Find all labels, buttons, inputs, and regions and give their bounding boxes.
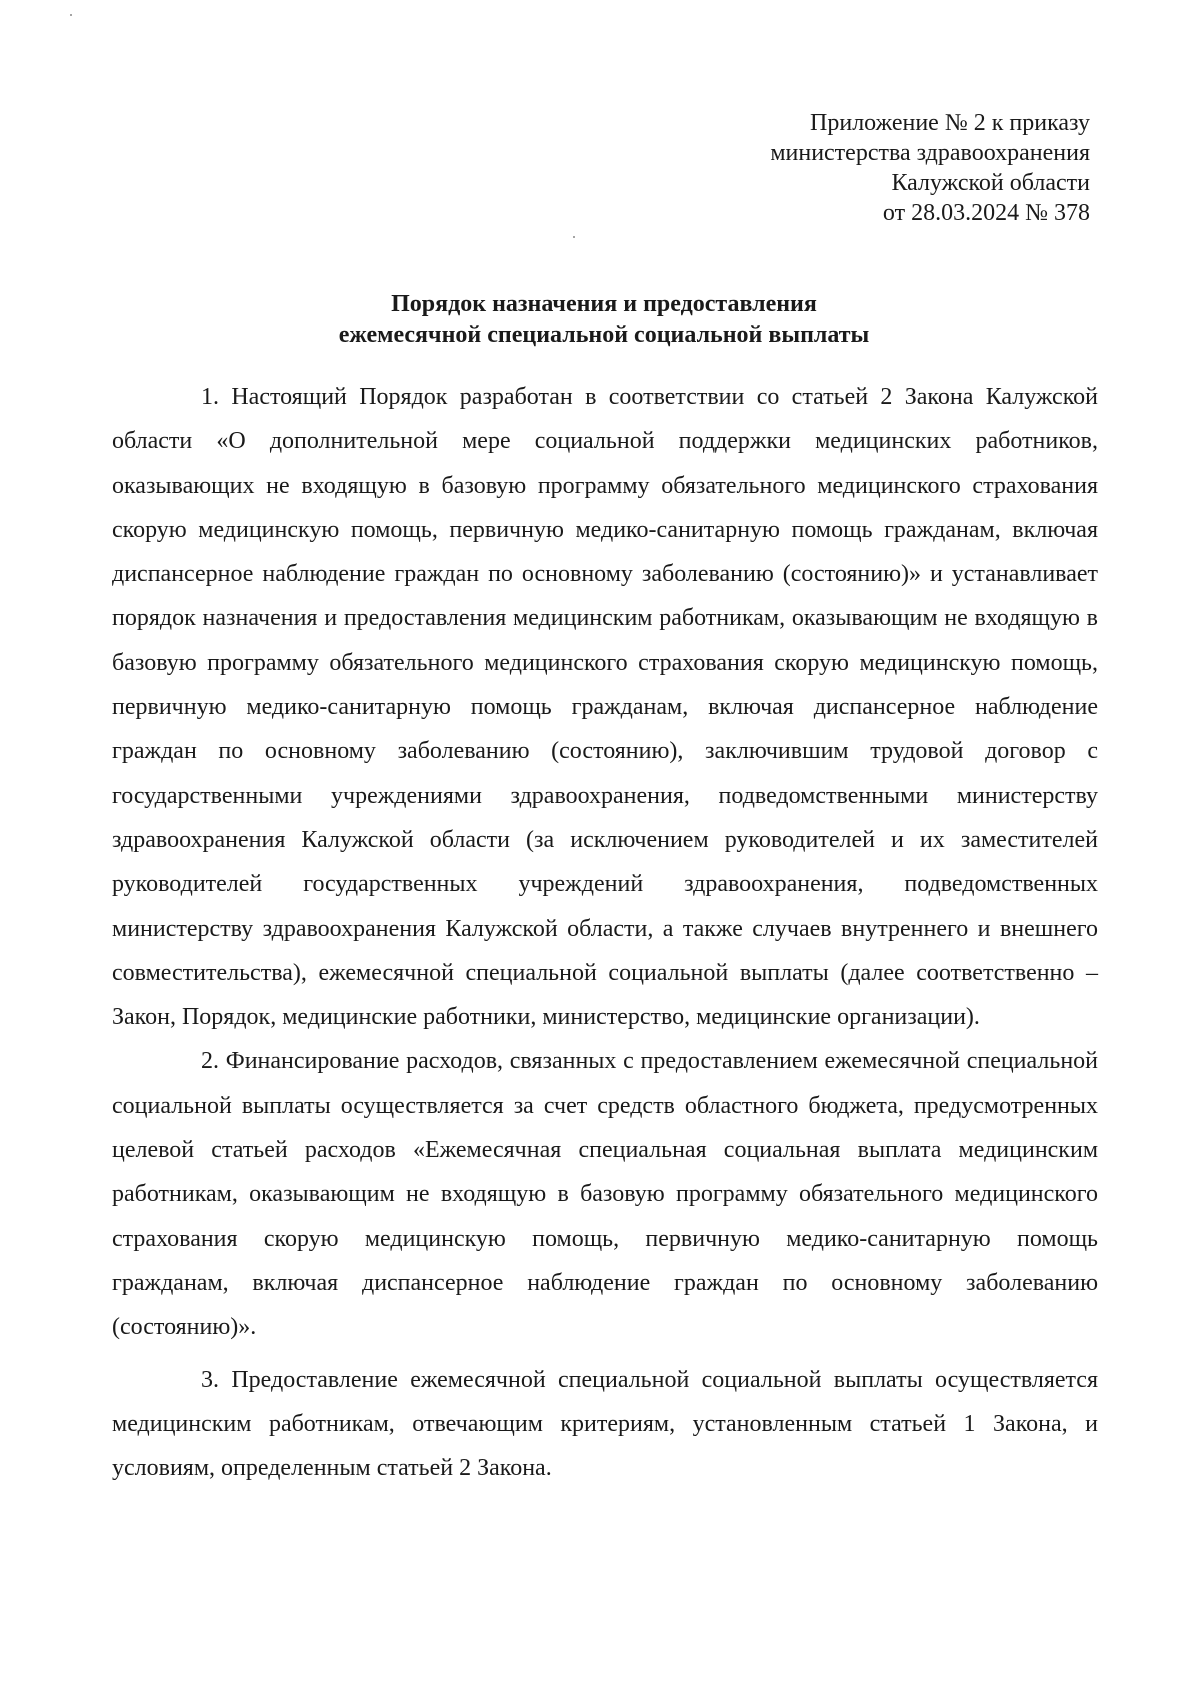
paragraph-2: 2. Финансирование расходов, связанных с предоставлением ежемесячной специальной социальной выплаты осуществляется за счет средств областного бюджета, предусмотренных целевой статьей расходов «Ежемесячная специальная социальная выплата медицинским работникам, оказывающим не входящую в базовую программу обязательного медицинского страхования скорую медицинскую помощь, первичную медико-санитарную помощь гражданам, включая диспансерное наблюдение граждан по основному заболеванию (состоянию)».	[112, 1048, 1098, 1341]
document-title	[110, 289, 1098, 351]
appendix-line-4: от 28.03.2024 № 378	[882, 200, 1090, 226]
title-line-2: ежемесячной специальной социальной выплаты	[338, 322, 870, 348]
appendix-line-2: министерства здравоохранения	[770, 140, 1090, 166]
appendix-header	[770, 108, 1090, 228]
document-body	[112, 375, 1098, 1490]
paragraph-1: 1. Настоящий Порядок разработан в соответствии со статьей 2 Закона Калужской области «О дополнительной мере социальной поддержки медицинских работников, оказывающих не входящую в базовую программу обязательного медицинского страхования скорую медицинскую помощь, первичную медико-санитарную помощь гражданам, включая диспансерное наблюдение граждан по основному заболеванию (состоянию)» и устанавливает порядок назначения и предоставления медицинским работникам, оказывающим не входящую в базовую программу обязательного медицинского страхования скорую медицинскую помощь, первичную медико-санитарную помощь гражданам, включая диспансерное наблюдение граждан по основному заболеванию (состоянию), заключившим трудовой договор с государственными учреждениями здравоохранения, подведомственными министерству здравоохранения Калужской области (за исключением руководителей и их заместителей руководителей государственных учреждений здравоохранения, подведомственных министерству здравоохранения Калужской области, а также случаев внутреннего и внешнего совместительства), ежемесячной специальной социальной выплаты (далее соответственно – Закон, Порядок, медицинские работники, министерство, медицинские организации).	[112, 384, 1098, 1031]
appendix-line-1: Приложение № 2 к приказу	[810, 110, 1090, 136]
title-line-1: Порядок назначения и предоставления	[391, 291, 817, 317]
paragraph-3: 3. Предоставление ежемесячной специальной социальной выплаты осуществляется медицинским работникам, отвечающим критериям, установленным статьей 1 Закона, и условиям, определенным статьей 2 Закона.	[112, 1366, 1098, 1482]
scan-speck	[70, 14, 72, 16]
appendix-line-3: Калужской области	[891, 170, 1090, 196]
scan-speck	[573, 236, 575, 238]
